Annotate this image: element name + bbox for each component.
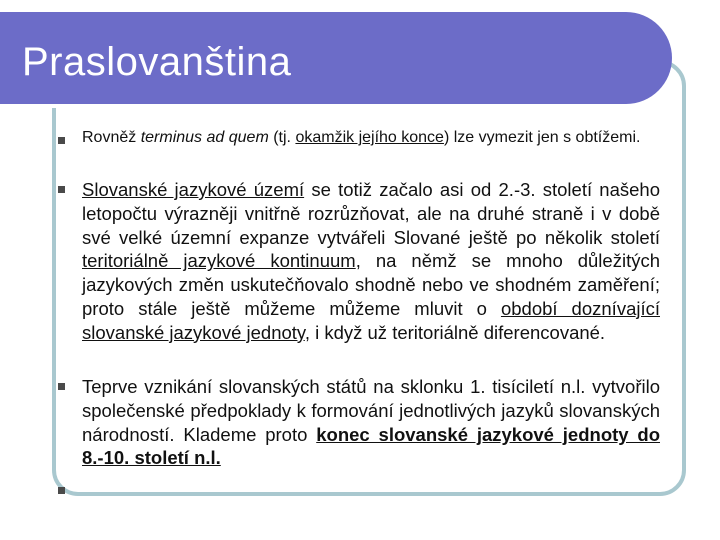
slide-title: Praslovanština	[22, 40, 292, 84]
text-segment: konec slovanské jazykové jednoty do 8.-10. století n.l.	[82, 423, 660, 469]
text-segment: terminus ad quem	[140, 129, 269, 146]
text-segment: ) lze vymezit jen s obtížemi.	[443, 129, 641, 146]
bullet-text	[82, 375, 660, 470]
text-segment: , na němž se mnoho důležitých jazykových změn uskutečňovalo shodně nebo ve shodném zaměření; proto stále ještě můžeme můžeme mluvit o	[82, 250, 660, 319]
text-segment: Slovanské jazykové území	[82, 179, 305, 200]
text-segment: , i když už teritoriálně diferencované.	[304, 321, 606, 343]
bullet-text	[82, 126, 660, 149]
text-segment: teritoriálně jazykové kontinuum	[82, 250, 356, 272]
text-segment: okamžik jejího konce	[295, 129, 444, 146]
bullet-marker	[58, 186, 65, 193]
title-underline	[0, 104, 636, 108]
title-bar	[0, 12, 672, 104]
bullet-marker	[58, 383, 65, 390]
text-segment: Teprve vznikání slovanských států na sklonku 1. tisíciletí n.l. vytvořilo společenské předpoklady k formování jednotlivých jazyků slovanských národností. Klademe proto	[82, 376, 660, 445]
text-segment: období doznívající slovanské jazykové jednoty	[82, 297, 660, 343]
bullet-text	[82, 178, 660, 345]
bullet-marker	[58, 487, 65, 494]
text-segment: (tj.	[268, 129, 296, 146]
text-segment: se totiž začalo asi od 2.-3. století našeho letopočtu výrazněji vnitřně rozrůzňovat, ale na druhé straně i v době své velké územní expanze vytvářeli Slované ještě po několik století	[82, 179, 660, 248]
bullet-marker	[58, 137, 65, 144]
text-segment: Rovněž	[82, 129, 141, 146]
